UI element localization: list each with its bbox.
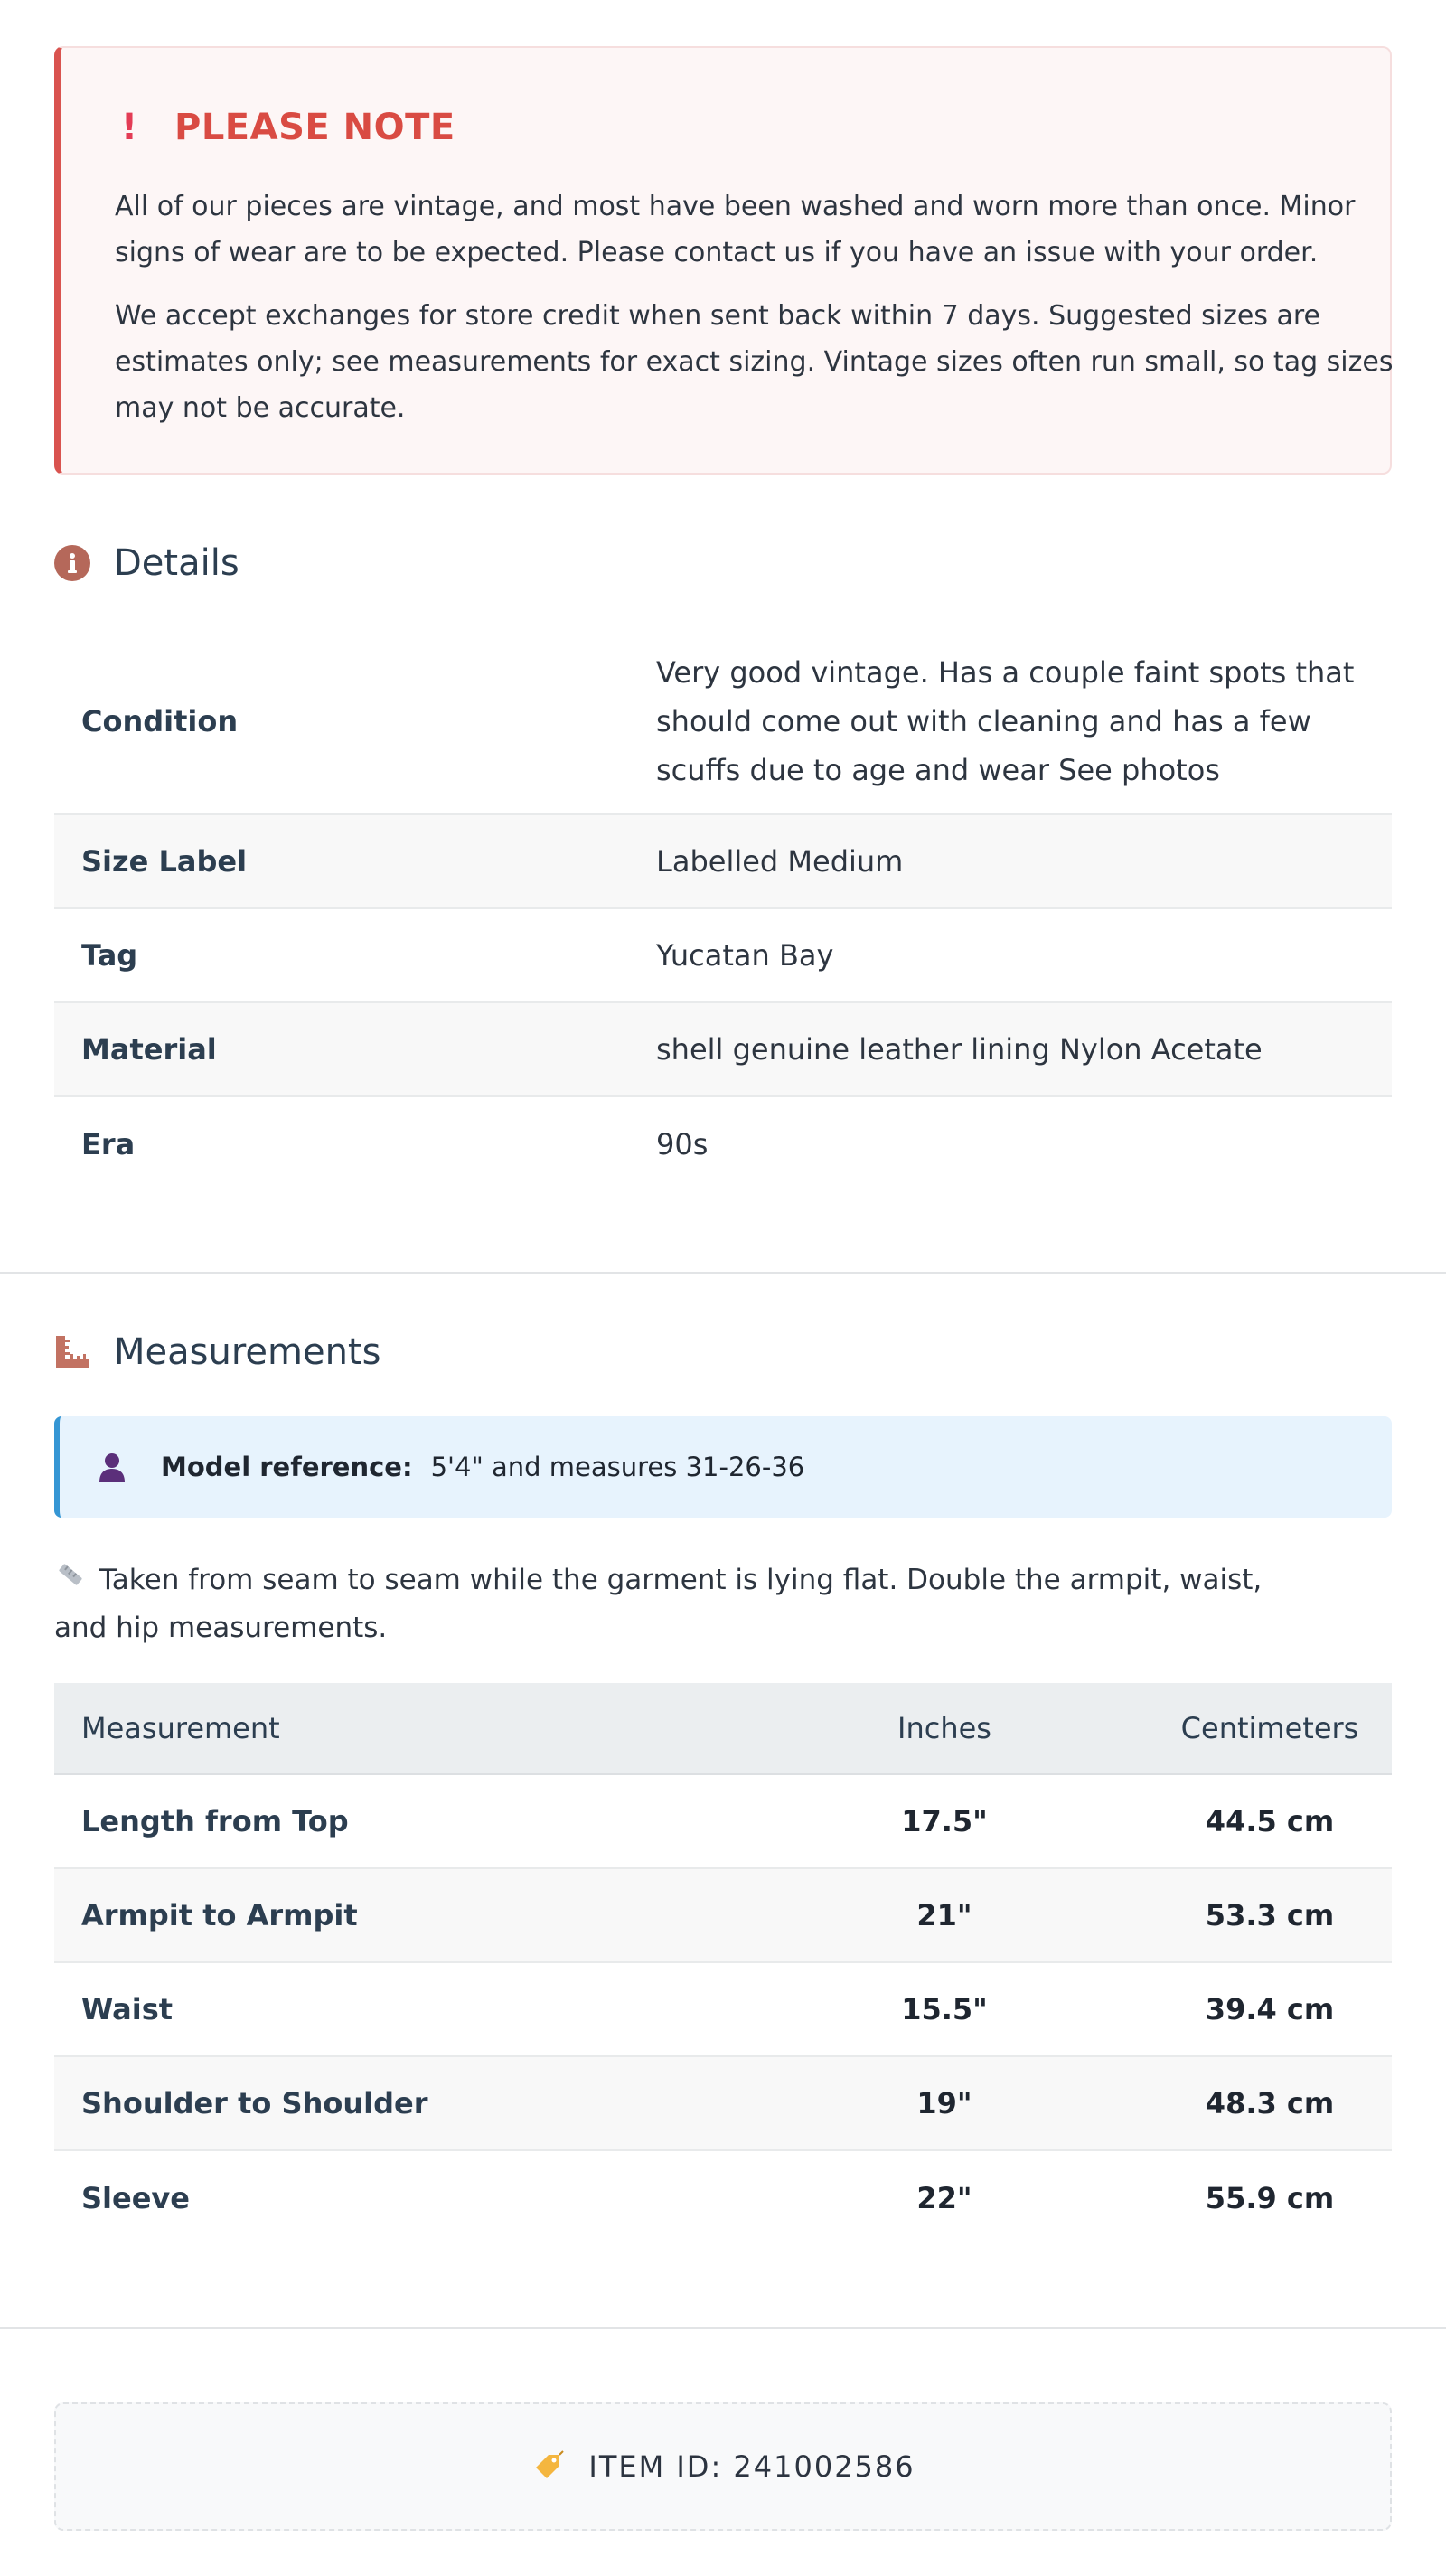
table-row xyxy=(54,629,1392,815)
table-row xyxy=(54,2151,1392,2245)
tag-icon xyxy=(531,2449,565,2484)
note-header xyxy=(115,108,455,147)
table-row xyxy=(54,1003,1392,1097)
detail-value: shell genuine leather lining Nylon Acetate xyxy=(656,1032,1263,1067)
detail-key: Material xyxy=(81,1032,217,1067)
section-divider xyxy=(0,2327,1446,2329)
measurement-name: Waist xyxy=(81,1992,174,2026)
detail-key: Size Label xyxy=(81,844,248,879)
pencil-icon xyxy=(54,1558,87,1605)
measurement-inches: 17.5" xyxy=(901,1804,988,1838)
detail-value: Labelled Medium xyxy=(656,844,904,879)
table-row xyxy=(54,1963,1392,2057)
measurement-tip xyxy=(54,1557,1319,1651)
measurement-inches: 22" xyxy=(916,2181,972,2215)
measurement-name: Armpit to Armpit xyxy=(81,1898,358,1932)
column-header-measurement: Measurement xyxy=(81,1711,280,1745)
table-row xyxy=(54,1097,1392,1191)
please-note-box xyxy=(54,46,1392,475)
note-body xyxy=(115,183,1407,431)
table-row xyxy=(54,1775,1392,1869)
measurement-cm: 44.5 cm xyxy=(1205,1804,1335,1838)
table-row xyxy=(54,909,1392,1003)
note-paragraph: We accept exchanges for store credit when sent back within 7 days. Suggested sizes are estimates only; see measurements for exact sizing. Vintage sizes often run small, so tag sizes may not be accurate. xyxy=(115,300,1394,424)
detail-value: Very good vintage. Has a couple faint spots that should come out with cleaning and has a few scuffs due to age and wear See photos xyxy=(656,655,1355,787)
measurement-cm: 48.3 cm xyxy=(1205,2086,1335,2120)
person-icon xyxy=(96,1451,128,1483)
table-header xyxy=(54,1683,1392,1775)
section-divider xyxy=(0,1272,1446,1274)
model-reference-box xyxy=(54,1416,1392,1518)
measurements-title: Measurements xyxy=(114,1331,381,1373)
measurement-cm: 53.3 cm xyxy=(1205,1898,1335,1932)
detail-key: Era xyxy=(81,1127,136,1161)
item-id-text: ITEM ID: 241002586 xyxy=(588,2449,915,2484)
details-table xyxy=(54,629,1392,1191)
measurement-inches: 15.5" xyxy=(901,1992,988,2026)
column-header-inches: Inches xyxy=(897,1711,991,1745)
measurement-cm: 39.4 cm xyxy=(1205,1992,1335,2026)
exclamation-icon: ! xyxy=(120,107,138,148)
item-id-box xyxy=(54,2402,1392,2531)
detail-key: Tag xyxy=(81,938,138,973)
note-title: PLEASE NOTE xyxy=(174,107,455,148)
measurements-table xyxy=(54,1683,1392,2245)
measurement-inches: 19" xyxy=(916,2086,972,2120)
model-reference-value: 5'4" and measures 31-26-36 xyxy=(430,1452,805,1482)
table-row xyxy=(54,1869,1392,1963)
detail-value: 90s xyxy=(656,1127,709,1161)
note-paragraph: All of our pieces are vintage, and most have been washed and worn more than once. Minor signs of wear are to be expected. Please contact us if you have an issue with your order. xyxy=(115,191,1356,268)
measurement-name: Shoulder to Shoulder xyxy=(81,2086,428,2120)
table-row xyxy=(54,815,1392,909)
details-heading xyxy=(54,542,239,584)
ruler-icon xyxy=(54,1334,90,1370)
tip-text: Taken from seam to seam while the garment is lying flat. Double the armpit, waist, and hip measurements. xyxy=(54,1564,1263,1644)
model-reference-label: Model reference: xyxy=(161,1452,413,1482)
measurement-inches: 21" xyxy=(916,1898,972,1932)
detail-value: Yucatan Bay xyxy=(656,938,834,973)
measurements-heading xyxy=(54,1331,380,1373)
detail-key: Condition xyxy=(81,704,239,738)
table-row xyxy=(54,2057,1392,2151)
measurement-cm: 55.9 cm xyxy=(1205,2181,1335,2215)
info-circle-icon xyxy=(54,545,90,581)
column-header-centimeters: Centimeters xyxy=(1180,1711,1359,1745)
measurement-name: Length from Top xyxy=(81,1804,349,1838)
measurement-name: Sleeve xyxy=(81,2181,190,2215)
details-title: Details xyxy=(114,542,239,584)
